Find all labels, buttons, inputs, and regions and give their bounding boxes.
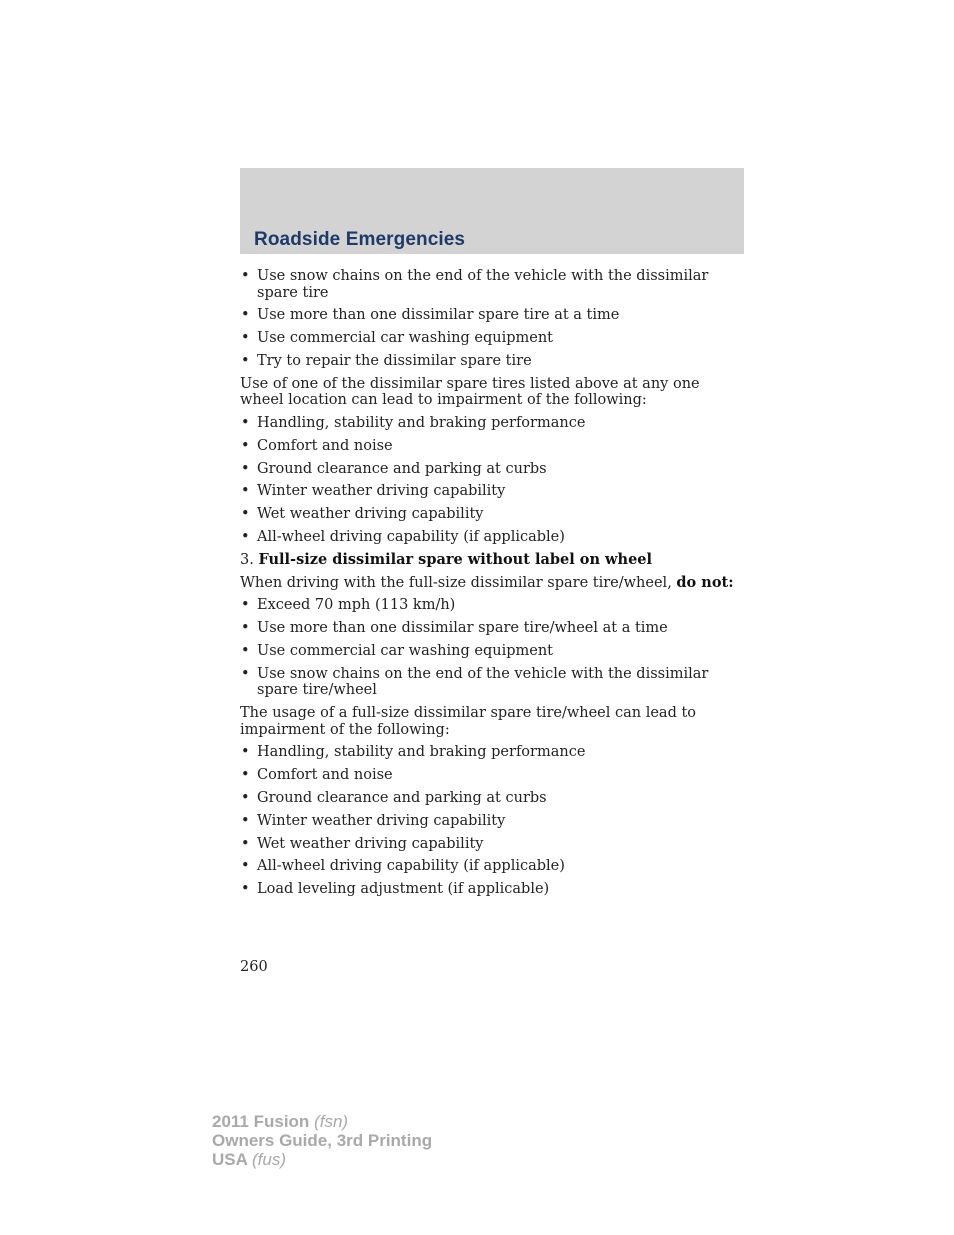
list-item: • Load leveling adjustment (if applicable) xyxy=(241,881,550,898)
list-item: • Use more than one dissimilar spare tire/wheel at a time xyxy=(241,620,668,637)
bullet-icon: • xyxy=(241,528,250,545)
list-item: • Handling, stability and braking performance xyxy=(241,414,586,431)
bullet-icon: • xyxy=(241,483,250,500)
bullet-list-2 xyxy=(240,415,744,545)
section-title: Roadside Emergencies xyxy=(254,229,466,250)
footer-edition-info xyxy=(212,1112,432,1169)
list-item: • All-wheel driving capability (if applicable) xyxy=(241,528,565,545)
bullet-list-4 xyxy=(240,744,744,897)
heading-number: 3. xyxy=(240,551,254,568)
bullet-icon: • xyxy=(241,597,250,614)
list-item: • Winter weather driving capability xyxy=(241,812,506,829)
page-content xyxy=(240,268,744,904)
bullet-icon: • xyxy=(241,812,250,829)
bullet-icon: • xyxy=(241,414,250,431)
footer-line-market: USA (fus) xyxy=(212,1150,286,1169)
list-item: • All-wheel driving capability (if applicable) xyxy=(241,858,565,875)
bullet-icon: • xyxy=(241,665,250,682)
bullet-icon: • xyxy=(241,437,250,454)
bullet-icon: • xyxy=(241,307,250,324)
heading-text: Full-size dissimilar spare without label on wheel xyxy=(258,550,653,568)
bullet-icon: • xyxy=(241,835,250,852)
bullet-icon: • xyxy=(241,268,250,284)
list-item: • Try to repair the dissimilar spare tire xyxy=(241,352,532,369)
bullet-icon: • xyxy=(241,642,250,659)
bullet-list-1 xyxy=(240,268,744,369)
list-item: • Winter weather driving capability xyxy=(241,483,506,500)
section-header-band xyxy=(240,168,744,254)
bullet-icon: • xyxy=(241,767,250,784)
paragraph-impairment-2: The usage of a full-size dissimilar spare tire/wheel can lead to impairment of the following: xyxy=(240,705,697,738)
bullet-icon: • xyxy=(241,460,250,477)
list-item: • Handling, stability and braking performance xyxy=(241,744,586,761)
list-item: • Use more than one dissimilar spare tire at a time xyxy=(241,307,620,324)
bullet-icon: • xyxy=(241,352,250,369)
bullet-icon: • xyxy=(241,744,250,761)
list-item: • Comfort and noise xyxy=(241,767,393,784)
list-item: • Wet weather driving capability xyxy=(241,835,484,852)
list-item: • Ground clearance and parking at curbs xyxy=(241,460,547,477)
bullet-icon: • xyxy=(241,330,250,347)
numbered-heading-3 xyxy=(240,552,744,569)
bullet-icon: • xyxy=(241,858,250,875)
paragraph-do-not: When driving with the full-size dissimilar spare tire/wheel, do not: xyxy=(240,573,734,591)
list-item: • Ground clearance and parking at curbs xyxy=(241,789,547,806)
footer-line-guide: Owners Guide, 3rd Printing xyxy=(212,1131,433,1150)
list-item: • Comfort and noise xyxy=(241,437,393,454)
list-item: • Exceed 70 mph (113 km/h) xyxy=(241,597,456,614)
bullet-icon: • xyxy=(241,881,250,898)
list-item: • Use commercial car washing equipment xyxy=(241,330,553,347)
paragraph-impairment-1: Use of one of the dissimilar spare tires listed above at any one wheel location can lead to impairment of the following: xyxy=(240,375,700,409)
bullet-list-3 xyxy=(240,597,744,698)
list-item: • Use snow chains on the end of the vehicle with the dissimilar spare tire/wheel xyxy=(241,665,709,699)
bullet-icon: • xyxy=(241,620,250,637)
list-item: • Wet weather driving capability xyxy=(241,506,484,523)
list-item: • Use commercial car washing equipment xyxy=(241,642,553,659)
list-item: • Use snow chains on the end of the vehicle with the dissimilar spare tire xyxy=(241,268,709,301)
bullet-icon: • xyxy=(241,789,250,806)
footer-line-model: 2011 Fusion (fsn) xyxy=(212,1112,349,1131)
page-number: 260 xyxy=(240,959,268,975)
bullet-icon: • xyxy=(241,506,250,523)
